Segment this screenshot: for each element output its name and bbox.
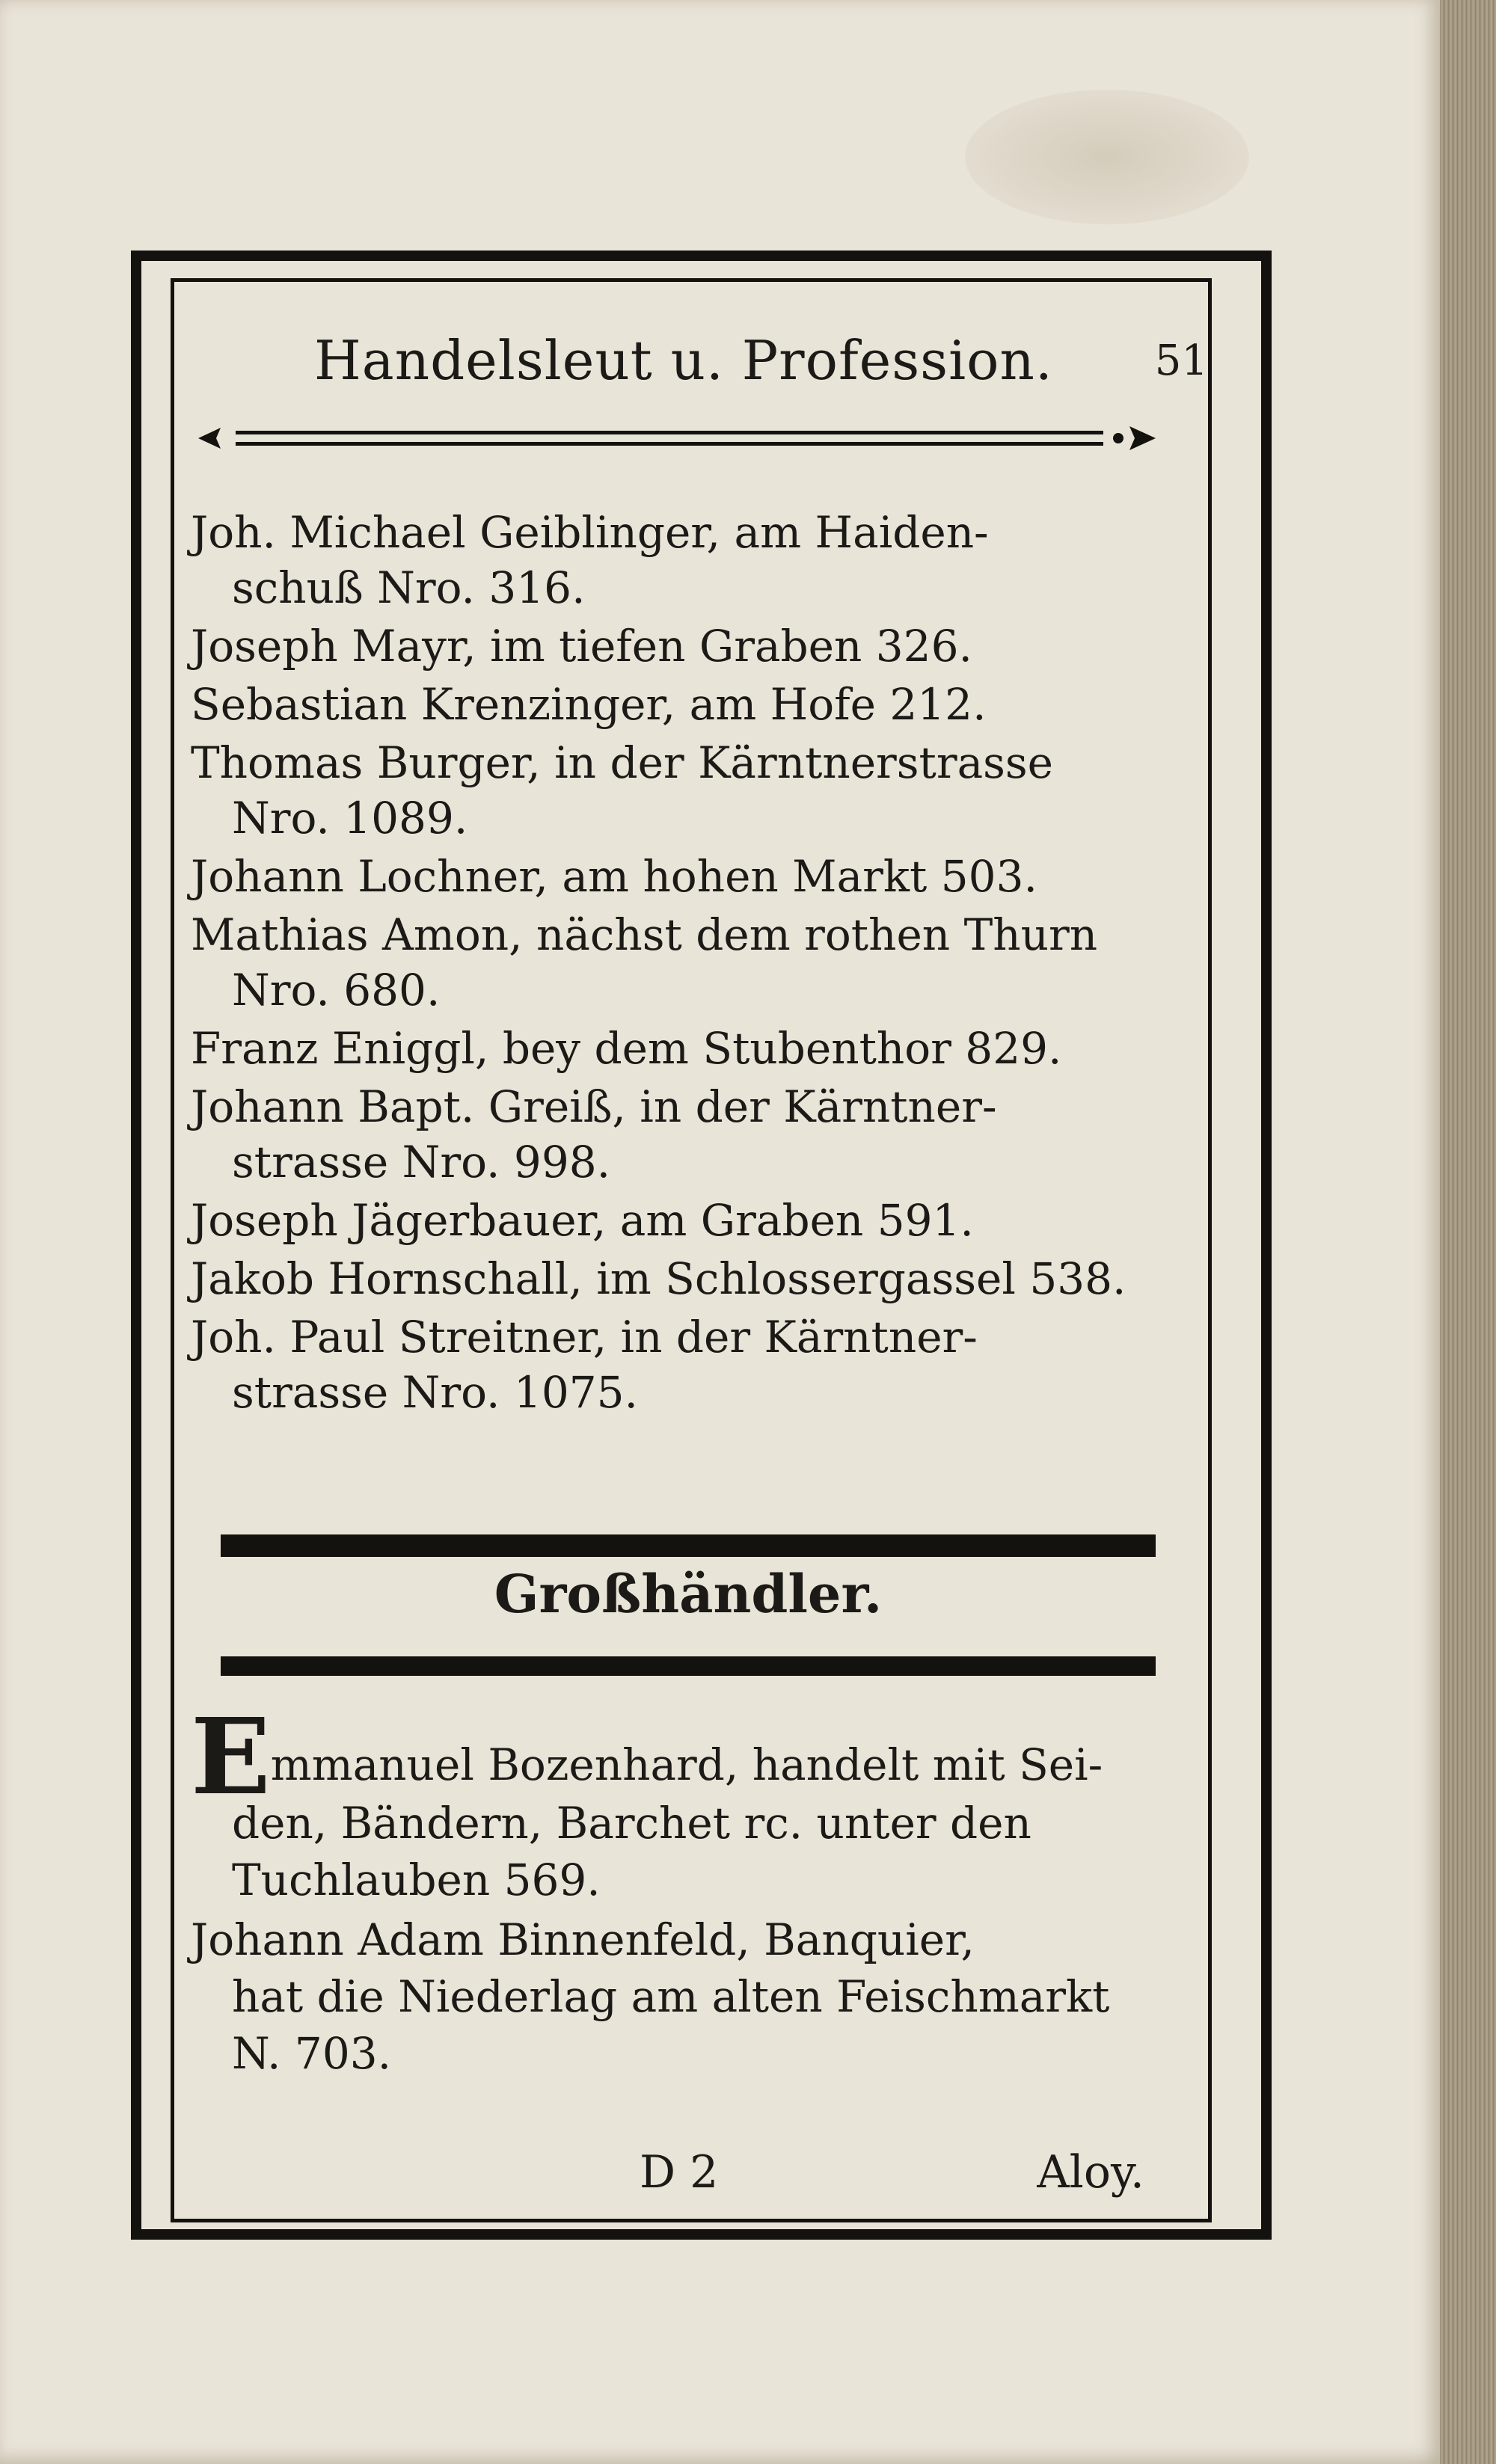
- list-item: [191, 1251, 1197, 1306]
- list-item: [191, 735, 1197, 846]
- entry-line: mmanuel Bozenhard, handelt mit Sei-: [270, 1739, 1103, 1790]
- entry-line: N. 703.: [232, 2028, 392, 2079]
- list-item: [191, 1696, 1197, 1908]
- list-item: [191, 505, 1197, 615]
- entry-line: Thomas Burger, in der Kärntnerstrasse: [191, 737, 1054, 788]
- page-footer: [191, 2146, 1197, 2206]
- running-header: [191, 329, 1208, 396]
- entry-line: Joh. Michael Geiblinger, am Haiden-: [191, 507, 989, 558]
- signature-mark: D 2: [640, 2146, 719, 2199]
- entry-line: Joh. Paul Streitner, in der Kärntner-: [191, 1312, 978, 1362]
- section-rule-bottom: [221, 1656, 1156, 1676]
- catchword: Aloy.: [1037, 2146, 1144, 2199]
- entry-line: Johann Bapt. Greiß, in der Kärntner-: [191, 1081, 997, 1132]
- list-item: [191, 1193, 1197, 1248]
- list-item: [191, 1021, 1197, 1076]
- entry-line: strasse Nro. 1075.: [232, 1367, 638, 1418]
- header-ornament-rule: [191, 420, 1163, 456]
- entry-line: Tuchlauben 569.: [232, 1855, 601, 1905]
- entry-line: Nro. 680.: [232, 965, 441, 1016]
- list-item: [191, 907, 1197, 1018]
- entry-line: strasse Nro. 998.: [232, 1137, 611, 1188]
- entry-line: Johann Lochner, am hohen Markt 503.: [191, 851, 1037, 902]
- entry-line: Sebastian Krenzinger, am Hofe 212.: [191, 679, 987, 730]
- list-item: [191, 677, 1197, 732]
- page-number: 51: [1154, 337, 1208, 385]
- running-title: Handelsleut u. Profession.: [314, 329, 1053, 392]
- section-heading: Großhändler.: [494, 1563, 883, 1625]
- page-edge: [1440, 0, 1496, 2464]
- list-item: [191, 1079, 1197, 1190]
- section-rule-top: [221, 1534, 1156, 1557]
- list-item: [191, 849, 1197, 904]
- list-item: [191, 1911, 1197, 2082]
- wholesaler-list: [191, 1696, 1197, 2085]
- entry-line: Jakob Hornschall, im Schlossergassel 538.: [191, 1253, 1126, 1304]
- list-item: [191, 618, 1197, 674]
- entry-line: Johann Adam Binnenfeld, Banquier,: [191, 1914, 975, 1965]
- entry-line: Joseph Mayr, im tiefen Graben 326.: [191, 621, 972, 672]
- entry-line: hat die Niederlag am alten Feischmarkt: [232, 1971, 1110, 2022]
- entry-line: schuß Nro. 316.: [232, 562, 586, 613]
- drop-cap: E: [191, 1696, 271, 1819]
- entry-line: Franz Eniggl, bey dem Stubenthor 829.: [191, 1023, 1062, 1074]
- merchant-list: [191, 505, 1197, 1423]
- list-item: [191, 1309, 1197, 1420]
- entry-line: den, Bändern, Barchet rc. unter den: [232, 1798, 1031, 1849]
- entry-line: Nro. 1089.: [232, 793, 468, 844]
- entry-line: Mathias Amon, nächst dem rothen Thurn: [191, 909, 1098, 960]
- entry-line: Joseph Jägerbauer, am Graben 591.: [191, 1195, 974, 1246]
- paper-stain: [965, 90, 1249, 224]
